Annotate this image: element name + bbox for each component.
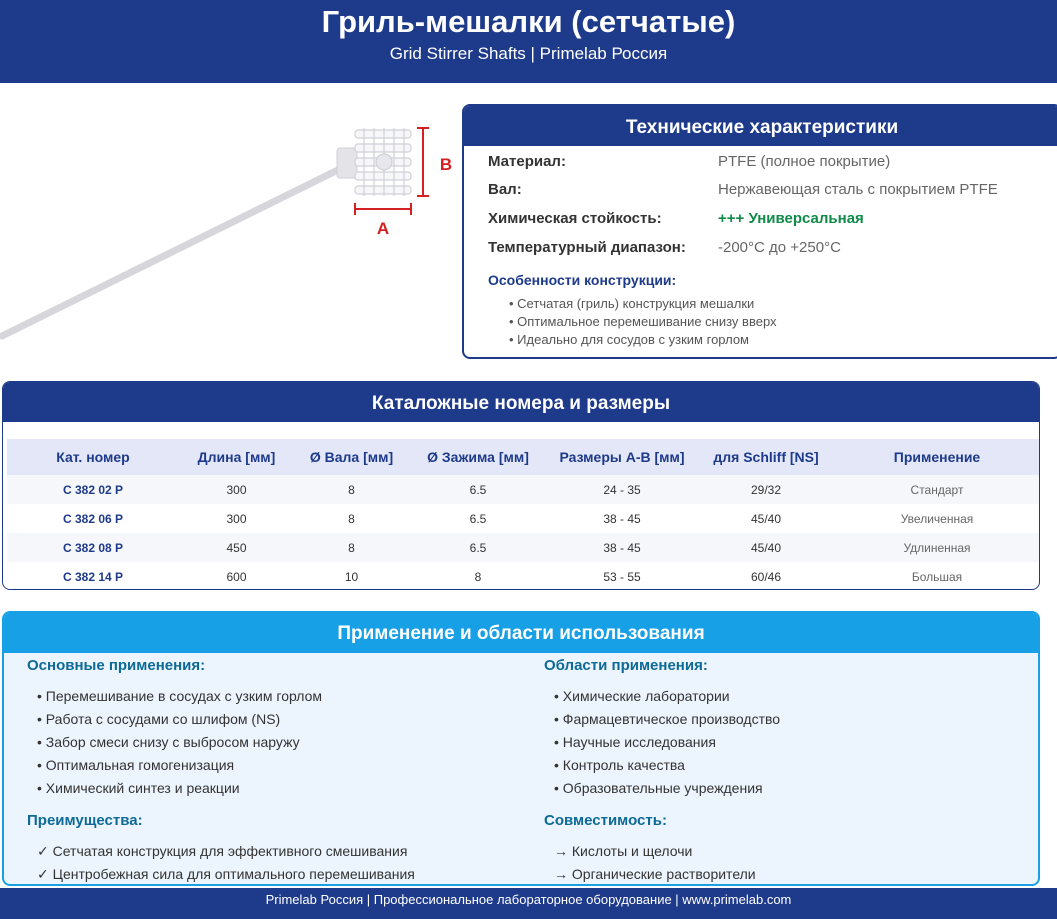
list-item: • Фармацевтическое производство <box>544 710 780 733</box>
page-footer: Primelab Россия | Профессиональное лабораторное оборудование | www.primelab.com <box>0 888 1057 919</box>
cell-length: 300 <box>226 482 247 497</box>
section-heading: Преимущества: <box>27 812 143 829</box>
spec-value: -200°C до +250°C <box>718 239 841 256</box>
cell-shaft: 8 <box>348 482 355 497</box>
application-areas-list <box>544 687 780 802</box>
catalog-card <box>2 381 1040 590</box>
dimension-b-label: B <box>439 155 453 174</box>
catalog-title: Каталожные номера и размеры <box>3 382 1039 422</box>
cell-clamp: 6.5 <box>469 540 487 555</box>
list-item: • Химический синтез и реакции <box>27 779 322 802</box>
specs-title: Технические характеристики <box>464 106 1057 146</box>
column-header: Длина [мм] <box>197 449 276 465</box>
column-header: Ø Вала [мм] <box>309 449 394 465</box>
cell-schliff: 45/40 <box>750 511 782 526</box>
column-header: Размеры A-B [мм] <box>559 449 685 465</box>
cell-dimensions: 24 - 35 <box>603 482 641 497</box>
stirrer-drawing <box>0 100 460 350</box>
application-areas <box>544 657 780 802</box>
section-heading: Совместимость: <box>544 812 667 829</box>
features-title: Особенности конструкции: <box>488 272 677 288</box>
table-row <box>7 504 1039 533</box>
specs-card <box>462 104 1057 359</box>
table-header-row <box>7 439 1039 475</box>
table-row <box>7 562 1039 590</box>
cell-schliff: 29/32 <box>750 482 782 497</box>
stirrer-hub <box>337 148 357 178</box>
cell-application: Большая <box>911 569 963 584</box>
main-applications-list <box>27 687 322 802</box>
compatibility-list <box>544 842 756 886</box>
table-row <box>7 475 1039 504</box>
catalog-table <box>7 439 1039 590</box>
list-item: • Оптимальное перемешивание снизу вверх <box>509 313 777 331</box>
column-header: Кат. номер <box>56 449 130 465</box>
cell-length: 300 <box>226 511 247 526</box>
spec-label: Температурный диапазон: <box>488 239 686 256</box>
spec-value: Нержавеющая сталь с покрытием PTFE <box>718 181 998 198</box>
list-item: → Органические растворители <box>544 865 756 886</box>
compatibility <box>544 812 756 886</box>
spec-label: Материал: <box>488 153 566 170</box>
column-header: Применение <box>893 449 981 465</box>
list-item: • Образовательные учреждения <box>544 779 780 802</box>
column-header: Ø Зажима [мм] <box>427 449 529 465</box>
spec-label: Вал: <box>488 181 522 198</box>
cell-code: C 382 06 P <box>62 511 124 526</box>
cell-code: C 382 02 P <box>62 482 124 497</box>
spec-value: PTFE (полное покрытие) <box>718 153 891 170</box>
applications-card <box>2 611 1040 886</box>
cell-application: Увеличенная <box>900 511 974 526</box>
dimension-a-label: A <box>376 219 390 238</box>
cell-clamp: 6.5 <box>469 482 487 497</box>
page-title: Гриль-мешалки (сетчатые) <box>321 4 736 39</box>
list-item: • Перемешивание в сосудах с узким горлом <box>27 687 322 710</box>
list-item: • Работа с сосудами со шлифом (NS) <box>27 710 322 733</box>
dimension-b-marker <box>417 128 429 196</box>
cell-clamp: 8 <box>474 569 482 584</box>
spec-label: Химическая стойкость: <box>488 210 662 227</box>
section-heading: Области применения: <box>544 657 708 674</box>
spec-value: +++ Универсальная <box>718 210 864 227</box>
cell-length: 600 <box>226 569 247 584</box>
cell-dimensions: 38 - 45 <box>603 540 641 555</box>
advantages <box>27 812 415 886</box>
cell-shaft: 10 <box>344 569 359 584</box>
list-item: • Забор смеси снизу с выбросом наружу <box>27 733 322 756</box>
cell-code: C 382 14 P <box>62 569 124 584</box>
cell-dimensions: 53 - 55 <box>603 569 641 584</box>
advantages-list <box>27 842 415 886</box>
cell-schliff: 45/40 <box>750 540 782 555</box>
stirrer-grid <box>355 128 411 196</box>
section-heading: Основные применения: <box>27 657 206 674</box>
cell-clamp: 6.5 <box>469 511 487 526</box>
applications-title: Применение и области использования <box>4 613 1038 653</box>
list-item: ✓ Сетчатая конструкция для эффективного смешивания <box>27 842 415 865</box>
cell-application: Стандарт <box>910 482 964 497</box>
page-header <box>0 0 1057 83</box>
features-list <box>509 295 777 349</box>
list-item: • Оптимальная гомогенизация <box>27 756 322 779</box>
list-item: • Научные исследования <box>544 733 780 756</box>
list-item: • Химические лаборатории <box>544 687 780 710</box>
cell-code: C 382 08 P <box>62 540 124 555</box>
cell-shaft: 8 <box>348 540 355 555</box>
list-item: • Идеально для сосудов с узким горлом <box>509 331 777 349</box>
main-applications <box>27 657 322 802</box>
page-subtitle: Grid Stirrer Shafts | Primelab Россия <box>389 44 668 63</box>
stirrer-shaft <box>2 163 352 336</box>
list-item: → Кислоты и щелочи <box>544 842 756 865</box>
list-item: • Контроль качества <box>544 756 780 779</box>
cell-application: Удлиненная <box>903 540 971 555</box>
cell-shaft: 8 <box>348 511 355 526</box>
list-item: • Сетчатая (гриль) конструкция мешалки <box>509 295 777 313</box>
cell-dimensions: 38 - 45 <box>603 511 641 526</box>
cell-length: 450 <box>226 540 247 555</box>
stirrer-illustration <box>0 100 460 350</box>
list-item: ✓ Центробежная сила для оптимального перемешивания <box>27 865 415 886</box>
column-header: для Schliff [NS] <box>713 449 819 465</box>
dimension-a-marker <box>355 203 411 215</box>
table-row <box>7 533 1039 562</box>
cell-schliff: 60/46 <box>750 569 782 584</box>
